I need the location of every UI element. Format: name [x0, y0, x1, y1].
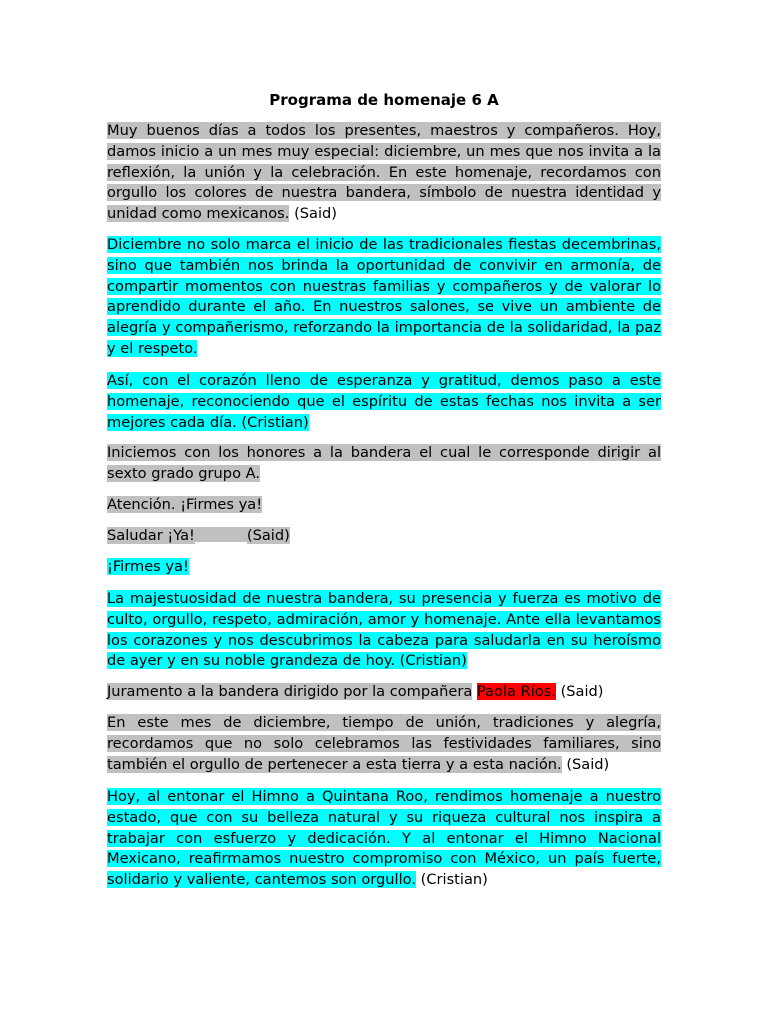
paragraph-3: [107, 371, 661, 433]
speaker-label: (Said): [294, 205, 337, 223]
highlighted-name: Paola Ríos.: [476, 683, 556, 700]
highlighted-text: La majestuosidad de nuestra bandera, su presencia y fuerza es motivo de culto, orgullo, respeto, admiración, amor y homenaje. Ante ella levantamos los corazones y nos descubrimos la cabeza para saludarla en su heroísmo de ayer y en su noble grandeza de hoy. (Cristian): [107, 590, 661, 670]
paragraph-11: [107, 787, 661, 891]
paragraph-7: [107, 557, 661, 578]
paragraph-8: [107, 589, 661, 672]
paragraph-4: [107, 443, 661, 485]
speaker-label: (Said): [566, 755, 610, 773]
highlighted-text: Atención. ¡Firmes ya!: [107, 496, 263, 513]
highlighted-text: Juramento a la bandera dirigido por la compañera: [107, 683, 473, 700]
paragraph-1: [107, 121, 661, 225]
document-title: Programa de homenaje 6 A: [269, 91, 499, 109]
highlighted-text: Iniciemos con los honores a la bandera el cual le corresponde dirigir al sexto grado grupo A.: [107, 444, 661, 482]
speaker-label: (Said): [246, 527, 290, 544]
paragraph-10: [107, 713, 661, 775]
paragraph-2: [107, 235, 661, 360]
highlighted-text: En este mes de diciembre, tiempo de unión, tradiciones y alegría, recordamos que no solo celebramos las festividades familiares, sino también el orgullo de pertenecer a esta tierra y a esta nación.: [107, 714, 661, 773]
highlighted-text: Saludar ¡Ya!: [107, 527, 195, 544]
highlighted-text: Hoy, al entonar el Himno a Quintana Roo, rendimos homenaje a nuestro estado, que con su belleza natural y su riqueza cultural nos inspira a trabajar con esfuerzo y dedicación. Y al entonar el Himno Nacional Mexicano, reafirmamos nuestro compromiso con México, un país fuerte, solidario y valiente, cantemos son orgullo.: [107, 788, 661, 889]
paragraph-6: [107, 526, 661, 547]
highlighted-text: Muy buenos días a todos los presentes, maestros y compañeros. Hoy, damos inicio a un mes muy especial: diciembre, un mes que nos invita a la reflexión, la unión y la celebración. En este homenaje, recordamos con orgullo los colores de nuestra bandera, símbolo de nuestra identidad y unidad como mexicanos.: [107, 122, 661, 223]
speaker-label: (Said): [560, 683, 604, 700]
highlighted-text: Así, con el corazón lleno de esperanza y gratitud, demos paso a este homenaje, reconociendo que el espíritu de estas fechas nos invita a ser mejores cada día. (Cristian): [107, 372, 661, 431]
highlighted-text: ¡Firmes ya!: [107, 558, 189, 575]
paragraph-5: [107, 495, 661, 516]
highlighted-gap: [195, 527, 247, 542]
speaker-label: (Cristian): [420, 871, 488, 889]
highlighted-text: Diciembre no solo marca el inicio de las tradicionales fiestas decembrinas, sino que también nos brinda la oportunidad de convivir en armonía, de compartir momentos con nuestras familias y compañeros y de valorar lo aprendido durante el año. En nuestros salones, se vive un ambiente de alegría y compañerismo, reforzando la importancia de la solidaridad, la paz y el respeto.: [107, 236, 661, 357]
paragraph-9: [107, 682, 661, 703]
